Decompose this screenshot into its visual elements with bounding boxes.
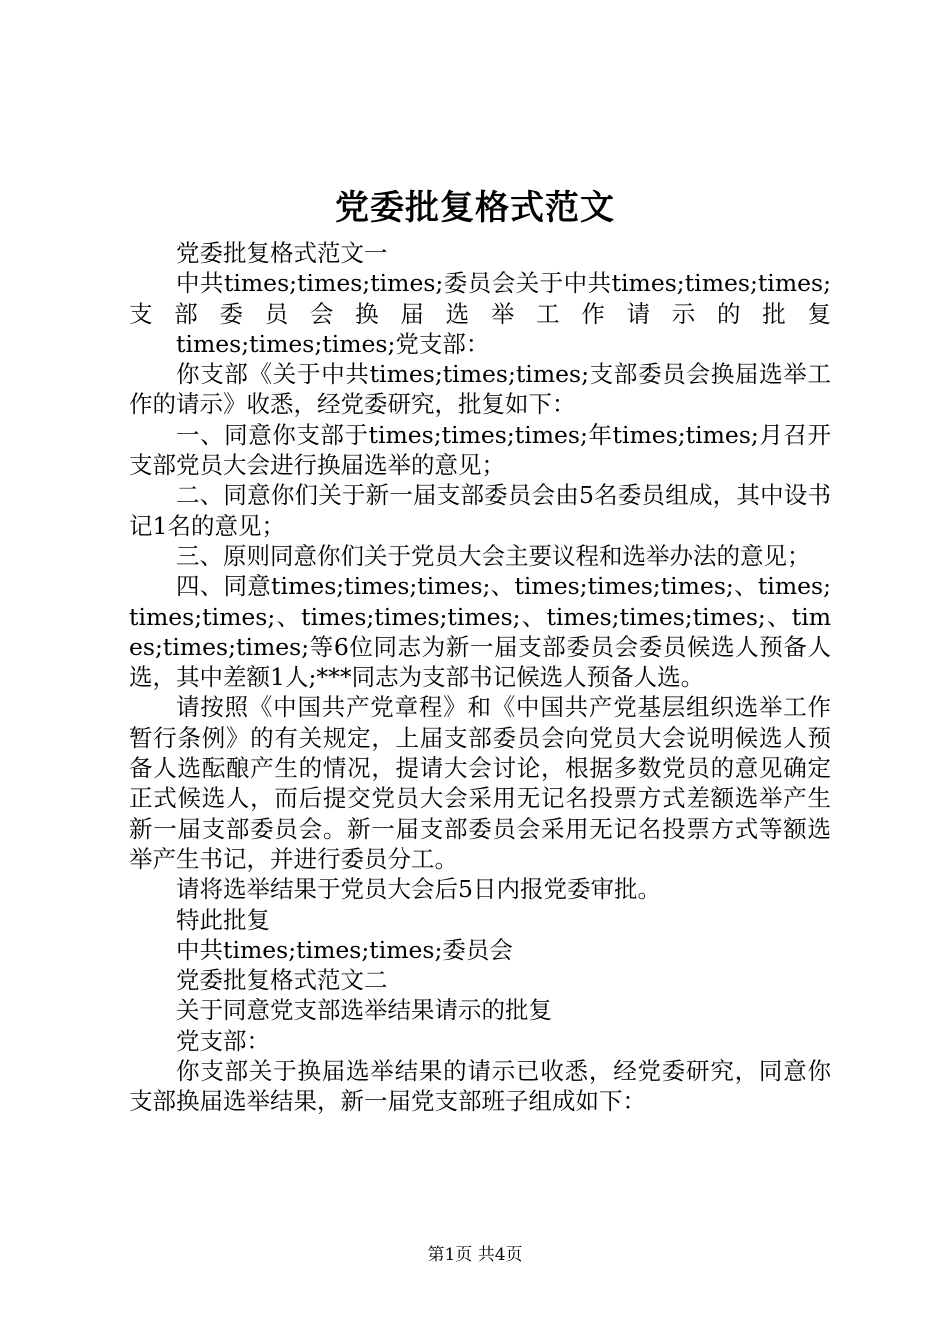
paragraph-body-2: 你支部关于换届选举结果的请示已收悉，经党委研究，同意你支部换届选举结果，新一届党支部班子组成如下： [129,1057,831,1116]
paragraph-closing: 特此批复 [176,905,270,934]
paragraph-signature: 中共times;times;times;委员会 [176,935,513,964]
paragraph-item-3: 三、原则同意你们关于党员大会主要议程和选举办法的意见； [176,541,811,570]
paragraph-report-deadline: 请将选举结果于党员大会后5日内报党委审批。 [176,875,661,904]
paragraph-instructions: 请按照《中国共产党章程》和《中国共产党基层组织选举工作暂行条例》的有关规定，上届支部委员会向党员大会说明候选人预备人选酝酿产生的情况，提请大会讨论，根据多数党员的意见确定正式候选人，而后提交党员大会采用无记名投票方式差额选举产生新一届支部委员会。新一届支部委员会采用无记名投票方式等额选举产生书记，并进行委员分工。 [129,693,831,873]
paragraph-item-1: 一、同意你支部于times;times;times;年times;times;月召开支部党员大会进行换届选举的意见； [129,420,831,480]
paragraph-reply-title: 中共times;times;times;委员会关于中共times;times;times;支部委员会换届选举工作请示的批复 [129,269,831,328]
paragraph-item-4: 四、同意times;times;times;、times;times;times;、times;times;times;、times;times;times;、times;times;times;、times;times;times;等6位同志为新一届支部委员会委员候选人预备人选，其中差额1人;***同志为支部书记候选人预备人选。 [129,572,831,692]
document-title: 党委批复格式范文 [335,188,615,228]
paragraph-addressee-2: 党支部： [176,1026,270,1055]
paragraph-section-heading-1: 党委批复格式范文一 [176,239,388,267]
document-body [129,238,831,1117]
paragraph-addressee: times;times;times;党支部： [176,329,490,358]
paragraph-item-2: 二、同意你们关于新一届支部委员会由5名委员组成，其中设书记1名的意见； [129,481,831,540]
paragraph-section-heading-2: 党委批复格式范文二 [176,966,388,995]
page-number: 第1页 共4页 [427,1245,523,1265]
paragraph-reply-title-2: 关于同意党支部选举结果请示的批复 [176,996,552,1025]
paragraph-intro: 你支部《关于中共times;times;times;支部委员会换届选举工作的请示》收悉，经党委研究，批复如下： [129,360,831,419]
